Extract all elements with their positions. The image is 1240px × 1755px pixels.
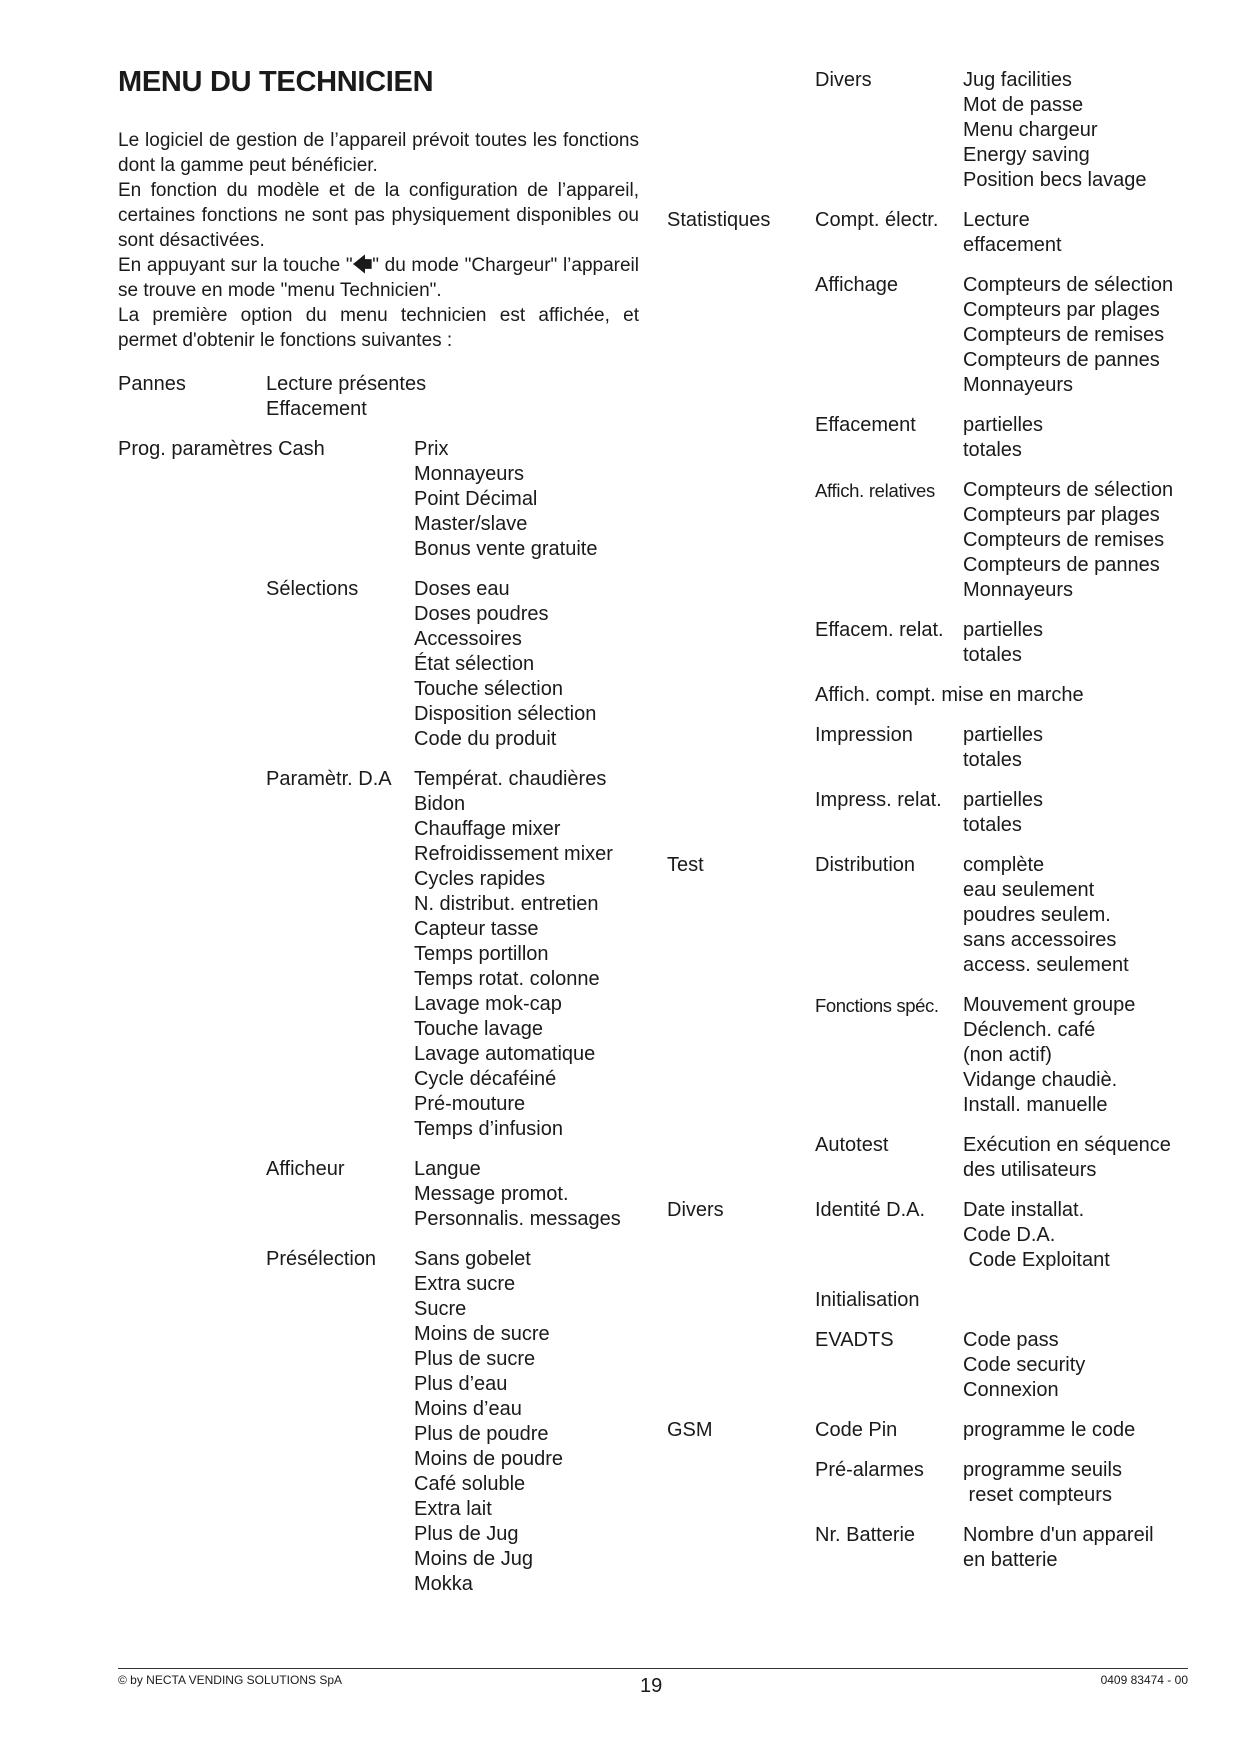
list-item: Point Décimal <box>414 488 538 510</box>
submenu-label-divers-top: Divers <box>815 69 872 91</box>
list-item: Plus de poudre <box>414 1423 549 1445</box>
submenu-affich-relatives <box>815 478 1187 603</box>
list-item: Install. manuelle <box>963 1094 1108 1116</box>
list-item: eau seulement <box>963 879 1095 901</box>
list-item: programme seuils <box>963 1459 1122 1481</box>
list-item: Connexion <box>963 1379 1059 1401</box>
list-item: Temps d’infusion <box>414 1118 563 1140</box>
list-item: Lavage automatique <box>414 1043 596 1065</box>
submenu-impression <box>815 723 1187 773</box>
intro-paragraph-2: En fonction du modèle et de la configuration de l’appareil, certaines fonctions ne sont pas physiquement disponibles ou sont désactivées. <box>118 180 639 251</box>
list-item: Jug facilities <box>963 69 1072 91</box>
submenu-label-fonctions-spec: Fonctions spéc. <box>815 995 939 1016</box>
list-item: Code security <box>963 1354 1086 1376</box>
list-item: Moins d’eau <box>414 1398 522 1420</box>
menu-label-test: Test <box>667 854 704 876</box>
left-menu-column <box>118 372 678 1597</box>
arrow-left-key-icon: 🡄 <box>352 255 373 276</box>
list-item: Sans gobelet <box>414 1248 531 1270</box>
list-item: Monnayeurs <box>963 374 1074 396</box>
submenu-label-distribution: Distribution <box>815 854 916 876</box>
list-item: Moins de poudre <box>414 1448 563 1470</box>
submenu-label-codepin: Code Pin <box>815 1419 898 1441</box>
submenu-effacem-relat <box>815 618 1187 668</box>
list-item: Lecture <box>963 209 1030 231</box>
list-item: Code Exploitant <box>963 1249 1110 1271</box>
list-item: État sélection <box>414 653 535 675</box>
list-item: Mokka <box>414 1573 473 1595</box>
list-item: Compteurs de remises <box>963 324 1165 346</box>
list-item: Lavage mok-cap <box>414 993 562 1015</box>
list-item: Café soluble <box>414 1473 526 1495</box>
list-item: totales <box>963 644 1022 666</box>
submenu-label-effacement: Effacement <box>815 414 916 436</box>
submenu-prealarmes <box>815 1458 1187 1508</box>
list-item: Effacement <box>266 398 367 420</box>
list-item: Compteurs de pannes <box>963 349 1160 371</box>
menu-group-pannes <box>118 372 678 422</box>
submenu-label-autotest: Autotest <box>815 1134 889 1156</box>
submenu-label-affich-compt: Affich. compt. mise en marche <box>815 684 1084 706</box>
list-item: Cycle décaféiné <box>414 1068 557 1090</box>
submenu-identite <box>815 1198 1187 1273</box>
list-item: Pré-mouture <box>414 1093 526 1115</box>
list-item: Cycles rapides <box>414 868 546 890</box>
submenu-label-batterie: Nr. Batterie <box>815 1524 916 1546</box>
page-number: 19 <box>640 1675 663 1697</box>
menu-group-prog <box>118 437 678 562</box>
list-item: partielles <box>963 619 1044 641</box>
menu-group-parametr <box>118 767 678 1142</box>
submenu-label-selections: Sélections <box>266 578 359 600</box>
right-menu-column <box>667 68 1187 1573</box>
intro-text <box>118 128 639 353</box>
list-item: Lecture présentes <box>266 373 427 395</box>
list-item: Monnayeurs <box>414 463 525 485</box>
list-item: Menu chargeur <box>963 119 1098 141</box>
list-item: Mouvement groupe <box>963 994 1136 1016</box>
list-item: partielles <box>963 414 1044 436</box>
list-item: Compteurs de pannes <box>963 554 1160 576</box>
submenu-autotest <box>815 1133 1187 1183</box>
menu-group-statistiques <box>667 208 1187 838</box>
list-item: totales <box>963 814 1022 836</box>
list-item: Compteurs de remises <box>963 529 1165 551</box>
list-item: Refroidissement mixer <box>414 843 613 865</box>
menu-label-pannes: Pannes <box>118 373 186 395</box>
list-item: Doses eau <box>414 578 510 600</box>
menu-label-divers: Divers <box>667 1199 724 1221</box>
page-title: MENU DU TECHNICIEN <box>118 66 434 98</box>
list-item: Disposition sélection <box>414 703 597 725</box>
list-item: Exécution en séquence <box>963 1134 1171 1156</box>
list-item: totales <box>963 749 1022 771</box>
list-item: sans accessoires <box>963 929 1117 951</box>
list-item: Personnalis. messages <box>414 1208 621 1230</box>
submenu-label-afficheur: Afficheur <box>266 1158 345 1180</box>
menu-group-test <box>667 853 1187 1183</box>
list-item: Date installat. <box>963 1199 1085 1221</box>
submenu-label-affich-relatives: Affich. relatives <box>815 480 936 501</box>
list-item: (non actif) <box>963 1044 1052 1066</box>
list-item: Nombre d'un appareil <box>963 1524 1154 1546</box>
list-item: Energy saving <box>963 144 1090 166</box>
list-item: complète <box>963 854 1045 876</box>
list-item: Touche sélection <box>414 678 563 700</box>
submenu-effacement <box>815 413 1187 463</box>
menu-group-divers-top <box>667 68 1187 193</box>
list-item: Langue <box>414 1158 481 1180</box>
list-item: des utilisateurs <box>963 1159 1097 1181</box>
submenu-initialisation <box>815 1288 1187 1313</box>
menu-group-selections <box>118 577 678 752</box>
submenu-fonctions-spec <box>815 993 1187 1118</box>
list-item: Déclench. café <box>963 1019 1096 1041</box>
list-item: Extra lait <box>414 1498 492 1520</box>
list-item: en batterie <box>963 1549 1058 1571</box>
list-item: N. distribut. entretien <box>414 893 599 915</box>
menu-group-divers <box>667 1198 1187 1403</box>
document-code: 0409 83474 - 00 <box>1100 1673 1188 1687</box>
submenu-batterie <box>815 1523 1187 1573</box>
list-item: Moins de Jug <box>414 1548 533 1570</box>
list-item: programme le code <box>963 1419 1136 1441</box>
list-item: Chauffage mixer <box>414 818 561 840</box>
list-item: effacement <box>963 234 1062 256</box>
submenu-label-effacem-relat: Effacem. relat. <box>815 619 944 641</box>
submenu-label-parametr: Paramètr. D.A <box>266 768 392 790</box>
submenu-label-affichage: Affichage <box>815 274 899 296</box>
intro-paragraph-4: La première option du menu technicien est affichée, et permet d'obtenir le fonctions suivantes : <box>118 305 639 351</box>
list-item: Compteurs de sélection <box>963 274 1174 296</box>
submenu-label-prealarmes: Pré-alarmes <box>815 1459 924 1481</box>
list-item: Bonus vente gratuite <box>414 538 598 560</box>
list-item: reset compteurs <box>963 1484 1112 1506</box>
list-item: Prix <box>414 438 449 460</box>
submenu-label-evadts: EVADTS <box>815 1329 894 1351</box>
submenu-label-identite: Identité D.A. <box>815 1199 926 1221</box>
list-item: Sucre <box>414 1298 467 1320</box>
list-item: partielles <box>963 789 1044 811</box>
list-item: Plus de Jug <box>414 1523 519 1545</box>
intro-p3-before: En appuyant sur la touche " <box>118 255 353 276</box>
list-item: Code pass <box>963 1329 1059 1351</box>
list-item: poudres seulem. <box>963 904 1111 926</box>
list-item: Extra sucre <box>414 1273 516 1295</box>
submenu-compt <box>815 208 1187 258</box>
submenu-label-impress-relat: Impress. relat. <box>815 789 942 811</box>
list-item: Capteur tasse <box>414 918 539 940</box>
list-item: Touche lavage <box>414 1018 543 1040</box>
list-item: Plus de sucre <box>414 1348 536 1370</box>
submenu-label-impression: Impression <box>815 724 913 746</box>
menu-group-afficheur <box>118 1157 678 1232</box>
submenu-evadts <box>815 1328 1187 1403</box>
list-item: Temps rotat. colonne <box>414 968 600 990</box>
list-item: Code du produit <box>414 728 557 750</box>
list-item: Code D.A. <box>963 1224 1056 1246</box>
footer-divider <box>118 1668 1188 1669</box>
menu-group-gsm <box>667 1418 1187 1573</box>
list-item: Compteurs de sélection <box>963 479 1174 501</box>
list-item: Monnayeurs <box>963 579 1074 601</box>
intro-p3-after: " du mode "Chargeur" l’appareil se trouve en mode "menu Technicien". <box>118 255 639 301</box>
list-item: access. seulement <box>963 954 1129 976</box>
list-item: Message promot. <box>414 1183 569 1205</box>
list-item: Mot de passe <box>963 94 1084 116</box>
menu-group-preselection <box>118 1247 678 1597</box>
list-item: Bidon <box>414 793 466 815</box>
list-item: Master/slave <box>414 513 528 535</box>
list-item: Temps portillon <box>414 943 549 965</box>
menu-label-statistiques: Statistiques <box>667 209 771 231</box>
list-item: Températ. chaudières <box>414 768 607 790</box>
list-item: Doses poudres <box>414 603 549 625</box>
submenu-distribution <box>815 853 1187 978</box>
list-item: partielles <box>963 724 1044 746</box>
intro-paragraph-1: Le logiciel de gestion de l’appareil prévoit toutes les fonctions dont la gamme peut bénéficier. <box>118 130 639 176</box>
footer-copyright: © by NECTA VENDING SOLUTIONS SpA <box>118 1673 343 1687</box>
list-item: Compteurs par plages <box>963 504 1160 526</box>
submenu-label-compt: Compt. électr. <box>815 209 939 231</box>
submenu-codepin <box>815 1418 1187 1443</box>
submenu-impress-relat <box>815 788 1187 838</box>
list-item: totales <box>963 439 1022 461</box>
list-item: Accessoires <box>414 628 522 650</box>
submenu-affichage <box>815 273 1187 398</box>
list-item: Plus d’eau <box>414 1373 508 1395</box>
submenu-label-initialisation: Initialisation <box>815 1289 920 1311</box>
list-item: Position becs lavage <box>963 169 1147 191</box>
menu-label-prog: Prog. paramètres Cash <box>118 438 325 460</box>
list-item: Moins de sucre <box>414 1323 550 1345</box>
submenu-affich-compt <box>815 683 1187 708</box>
intro-paragraph-3 <box>118 253 639 303</box>
submenu-label-preselection: Présélection <box>266 1248 377 1270</box>
list-item: Vidange chaudiè. <box>963 1069 1118 1091</box>
list-item: Compteurs par plages <box>963 299 1160 321</box>
menu-label-gsm: GSM <box>667 1419 713 1441</box>
